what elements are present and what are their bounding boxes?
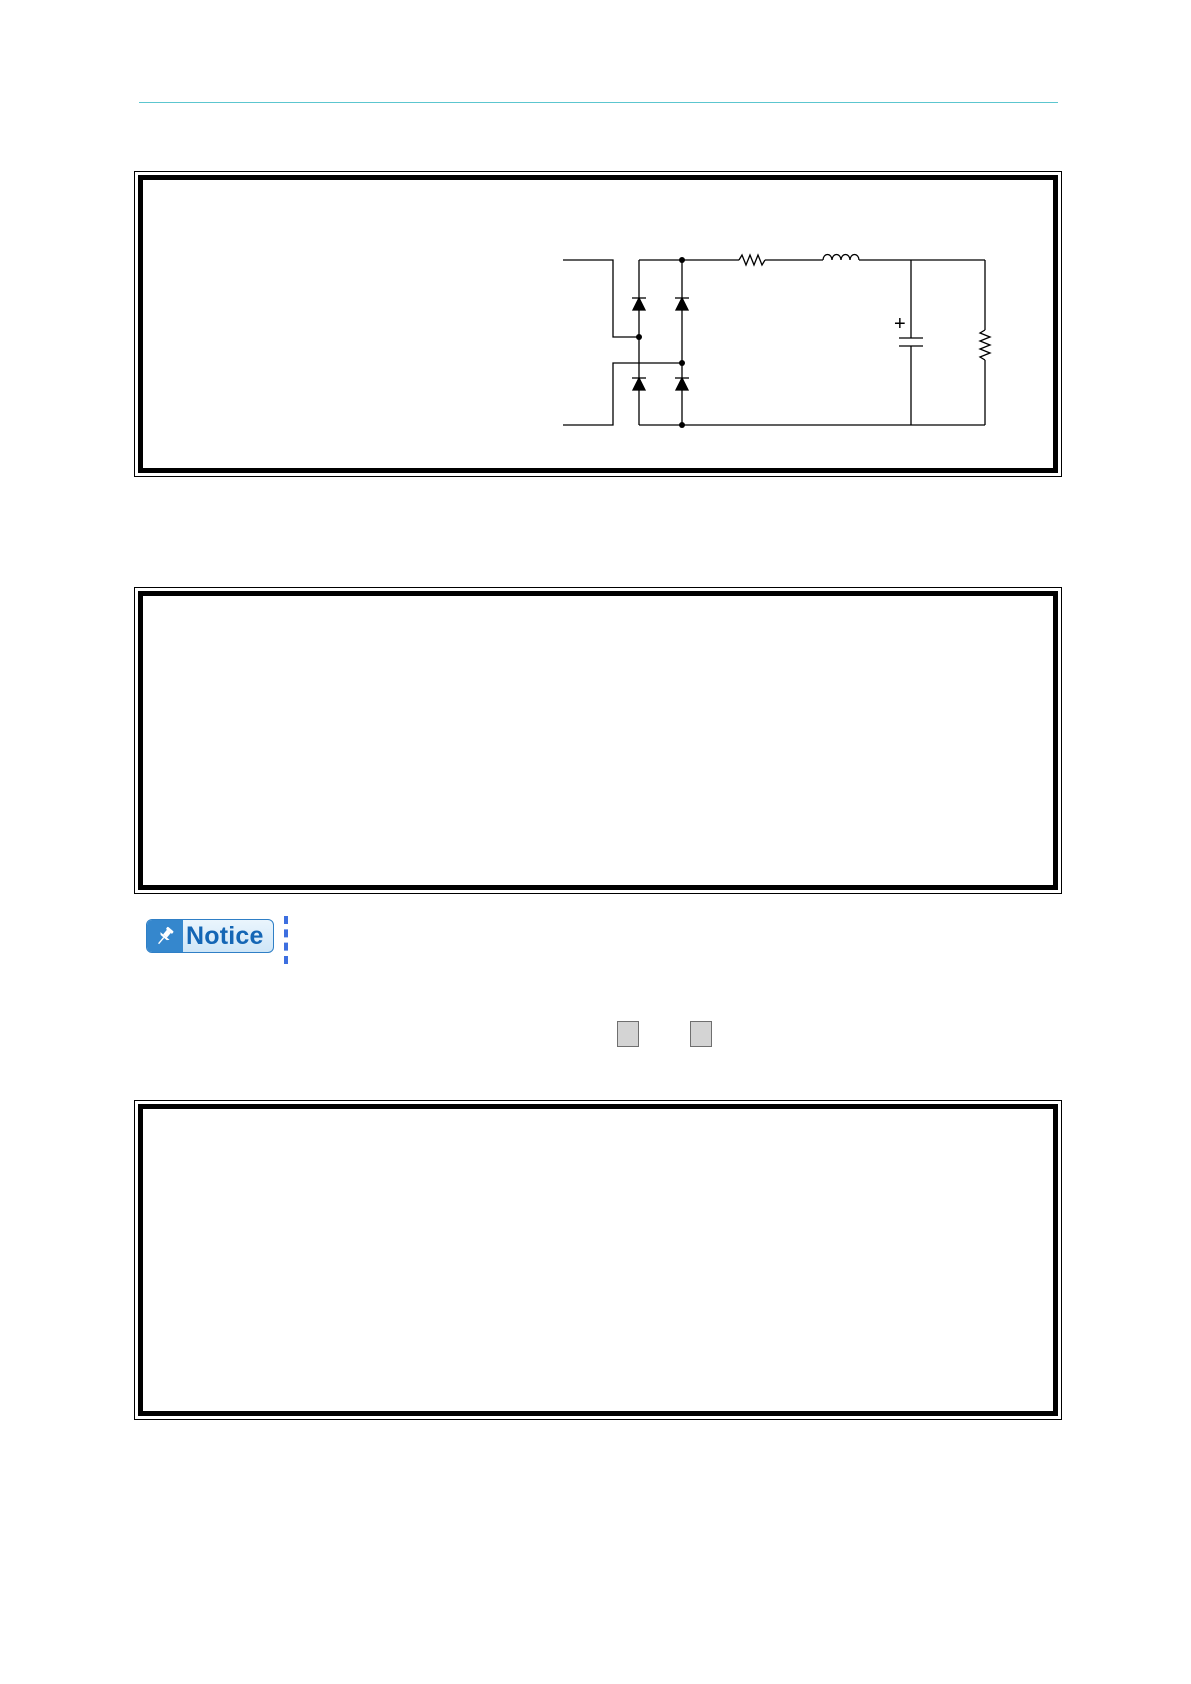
notice-badge	[146, 919, 274, 953]
frame-border	[138, 591, 1058, 890]
series-resistor	[739, 255, 765, 265]
rectifier-circuit-diagram	[135, 172, 1063, 478]
circuit-figure-frame	[134, 171, 1062, 477]
notice-label: Notice	[186, 921, 264, 950]
front-panel-key	[617, 1021, 639, 1047]
junction-dot	[636, 334, 642, 340]
pushpin-icon	[147, 920, 183, 952]
header-rule	[139, 102, 1058, 103]
frame-border	[138, 1104, 1058, 1416]
notice-divider	[284, 916, 288, 964]
capacitor-polarity-mark: +	[894, 313, 906, 335]
series-inductor	[823, 255, 859, 261]
ac-input-wire-top	[563, 260, 639, 337]
diode-d3	[632, 378, 646, 390]
diode-d4	[675, 378, 689, 390]
figure-frame	[134, 587, 1062, 894]
figure-frame	[134, 1100, 1062, 1420]
load-resistor	[980, 330, 990, 360]
front-panel-key	[690, 1021, 712, 1047]
ac-input-wire-bottom	[563, 363, 682, 425]
diode-d2	[675, 298, 689, 310]
diode-d1	[632, 298, 646, 310]
junction-dot	[679, 360, 685, 366]
